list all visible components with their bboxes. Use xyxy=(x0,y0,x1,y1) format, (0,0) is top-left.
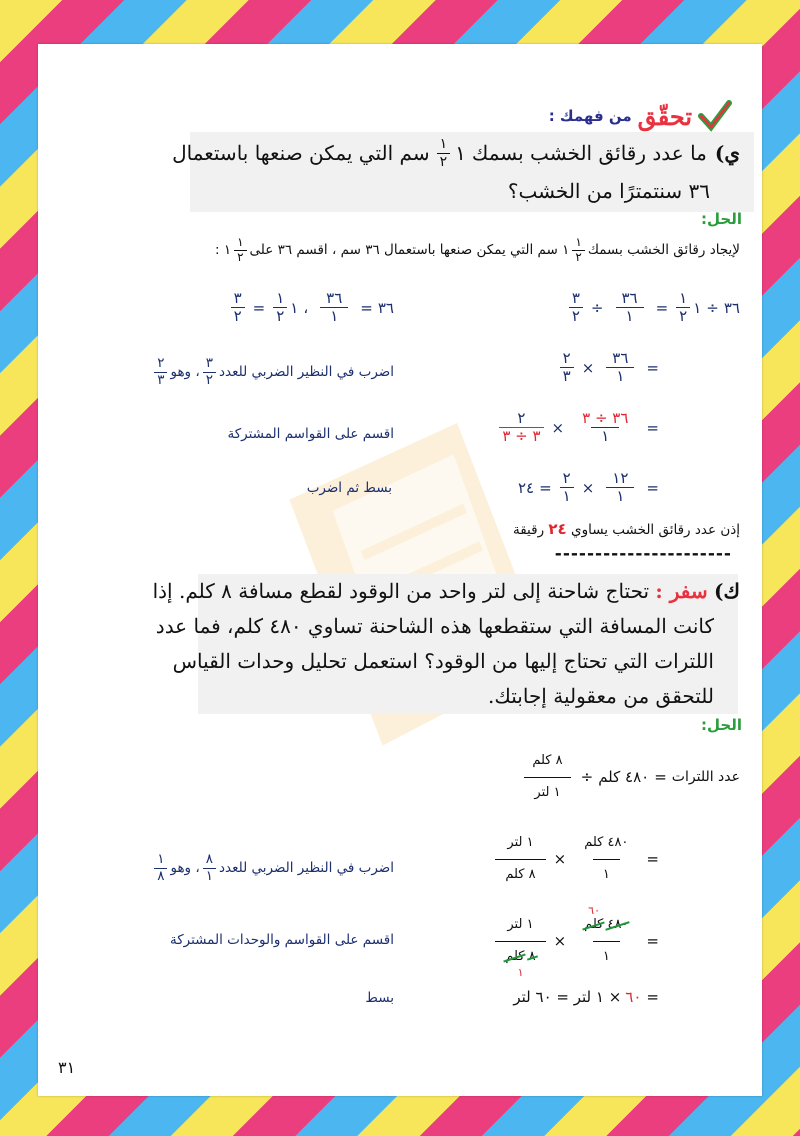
note-text: ، وهو xyxy=(170,364,200,381)
check-header xyxy=(549,100,732,132)
question-letter: ي) xyxy=(714,141,740,165)
fraction-numerator: ٣ xyxy=(571,289,580,307)
sol1-row4-note: بسط ثم اضرب xyxy=(306,480,392,496)
conclusion-value: ٢٤ xyxy=(548,520,567,538)
cancel-result: ٦٠ xyxy=(588,904,600,917)
header-subtitle: من فهمك : xyxy=(548,107,632,125)
cancelled-term: ٨ xyxy=(528,948,536,964)
fraction-denominator: ٣ ÷ ٣ xyxy=(499,427,543,445)
fraction-numerator: ١٢ xyxy=(612,469,629,487)
fraction xyxy=(316,290,352,326)
fraction-denominator: ٢ xyxy=(437,153,451,170)
cancelled-term: ٤٨٠ xyxy=(607,917,629,932)
mixed-fraction xyxy=(437,136,451,169)
sol1-row2-note xyxy=(151,356,394,388)
sol1-conclusion xyxy=(513,520,740,538)
sol1-row3: = $\frac{٣٦ \div ٣}{١}$ × $\frac{٢}{٣ \div ٣}$ xyxy=(496,410,664,446)
sol2-row1: عدد اللترات = ٤٨٠ كلم ÷ $\frac{\text{٨ كلم}}{\text{١ لتر}}$ xyxy=(519,754,740,801)
cancel-result: ١ xyxy=(517,965,524,979)
sol2-row3-note: اقسم على القواسم والوحدات المشتركة xyxy=(169,932,394,948)
note-text: اضرب في النظير الضربي للعدد xyxy=(219,364,394,381)
fraction-numerator: ١ xyxy=(237,235,244,249)
fraction-denominator: ١ xyxy=(606,367,634,385)
fraction-denominator: ٢ xyxy=(273,307,287,325)
fraction xyxy=(203,356,216,388)
math-term: ٤٨٠ كلم xyxy=(598,768,650,787)
fraction-denominator: ٢ xyxy=(572,250,584,265)
fraction-numerator: ١ لتر xyxy=(507,917,534,932)
question-ya-line2: ٣٦ سنتمترًا من الخشب؟ xyxy=(507,179,710,203)
math-term: ١ xyxy=(693,298,702,317)
intro-text: ١ : xyxy=(214,242,232,259)
fraction xyxy=(234,236,246,265)
fraction-numerator: ٣٦ xyxy=(621,289,638,307)
intro-text: لإيجاد رقائق الخشب بسمك xyxy=(587,242,740,259)
sol2-row2: = $\frac{\text{٤٨٠ كلم}}{١}$ × $\frac{\text{١ لتر}}{\text{٨ كلم}}$ xyxy=(492,836,664,883)
fraction-denominator: ١ xyxy=(593,941,620,965)
fraction xyxy=(273,290,287,326)
math-term: × ١ لتر = ٦٠ لتر xyxy=(513,988,622,1006)
fraction-numerator: ٨ كلم xyxy=(532,753,563,768)
row-label: عدد اللترات xyxy=(671,769,740,786)
fraction xyxy=(495,917,545,979)
fraction-numerator xyxy=(574,918,638,941)
fraction-denominator: ١ لتر xyxy=(524,777,570,801)
question-keyword: سفر : xyxy=(655,579,708,603)
cancelled-unit: كلم xyxy=(584,917,604,932)
sol1-row2: = $\frac{٣٦}{١}$ × $\frac{٢}{٣}$ xyxy=(557,350,664,386)
fraction-denominator: ٢ xyxy=(231,307,245,325)
note-text: اضرب في النظير الضربي للعدد xyxy=(219,860,394,877)
fraction-denominator: ١ xyxy=(203,868,216,885)
separator: ، xyxy=(303,298,309,317)
fraction xyxy=(522,754,572,801)
fraction-numerator: ٣٦ xyxy=(326,289,343,307)
question-kaf-line2: كانت المسافة التي ستقطعها هذه الشاحنة تساوي ٤٨٠ كلم، فما عدد xyxy=(155,614,714,638)
fraction-denominator: ١ xyxy=(606,487,634,505)
fraction-denominator: ٨ كلم xyxy=(495,859,545,883)
math-term: ٣٦ xyxy=(377,298,394,317)
fraction xyxy=(499,410,543,446)
fraction xyxy=(676,290,690,326)
result-value: ٦٠ xyxy=(625,988,642,1006)
fraction-numerator: ٢ xyxy=(562,349,571,367)
fraction xyxy=(574,836,638,883)
fraction-numerator: ١ xyxy=(679,289,688,307)
fraction-denominator: ١ xyxy=(616,307,644,325)
fraction-denominator: ٢ xyxy=(234,250,246,265)
fraction xyxy=(560,350,574,386)
result-value: ٢٤ xyxy=(517,478,535,497)
conclusion-text: رقيقة xyxy=(512,522,545,538)
solution-label-2: الحل: xyxy=(701,716,742,734)
fraction-numerator: ١ xyxy=(157,851,165,867)
section-divider: ---------------------- xyxy=(554,544,732,564)
fraction-numerator: ٣٦ xyxy=(612,349,629,367)
fraction-denominator: ٨ xyxy=(154,868,167,885)
fraction-numerator: ٢ xyxy=(562,469,571,487)
sol2-row2-note xyxy=(151,852,394,884)
sol1-row3-note: اقسم على القواسم المشتركة xyxy=(227,426,394,442)
fraction-numerator: ١ xyxy=(439,136,448,153)
sol1-row4: = $\frac{١٢}{١}$ × $\frac{٢}{١}$ = ٢٤ xyxy=(517,469,659,506)
sol2-row3: = ٦٠ ٤٨٠ كلم ١ × ١ لتر ٨ كلم ١ xyxy=(492,918,664,965)
page-sheet xyxy=(38,44,762,1096)
fraction xyxy=(572,410,638,446)
question-kaf-line1 xyxy=(153,574,740,608)
solution-intro xyxy=(215,236,740,265)
sol1-row1-right: ٣٦ ÷ ١ $\frac{١}{٢}$ = $\frac{٣٦}{١}$ ÷ $\frac{٣}{٢}$ xyxy=(566,290,740,326)
mixed-whole: ١ xyxy=(455,141,466,165)
checkmark-icon xyxy=(698,100,732,132)
fraction xyxy=(602,350,638,386)
fraction xyxy=(574,904,638,965)
question-text: سم التي يمكن صنعها باستعمال xyxy=(172,141,430,165)
fraction xyxy=(569,290,583,326)
question-ya-line1 xyxy=(172,136,740,170)
question-text: تحتاج شاحنة إلى لتر واحد من الوقود لقطع مسافة ٨ كلم. إذا xyxy=(152,579,650,603)
fraction xyxy=(572,236,584,265)
fraction xyxy=(560,470,574,506)
note-text: ، وهو xyxy=(170,860,200,877)
fraction xyxy=(231,290,245,326)
math-term: ١ xyxy=(290,298,299,317)
fraction-denominator: ٣ xyxy=(154,372,167,389)
cancelled-unit: كلم xyxy=(505,948,525,964)
solution-label: الحل: xyxy=(701,210,742,228)
fraction-numerator: ٣ xyxy=(233,289,242,307)
fraction-denominator: ٢ xyxy=(676,307,690,325)
fraction-denominator: ٢ xyxy=(569,307,583,325)
question-letter: ك) xyxy=(714,579,740,603)
intro-text: ١ سم التي يمكن صنعها باستعمال ٣٦ سم ، اقسم ٣٦ على xyxy=(249,242,570,259)
header-title: تحقّق xyxy=(637,101,692,131)
fraction-numerator: ١ لتر xyxy=(507,835,534,850)
conclusion-text: إذن عدد رقائق الخشب يساوي xyxy=(571,522,740,538)
sol2-row4: = ٦٠ × ١ لتر = ٦٠ لتر xyxy=(513,988,659,1006)
fraction-numerator: ٣٦ ÷ ٣ xyxy=(582,409,629,427)
fraction-denominator: ٢ xyxy=(203,372,216,389)
fraction-denominator: ١ xyxy=(591,427,619,445)
question-text: ما عدد رقائق الخشب بسمك xyxy=(471,141,707,165)
fraction-numerator: ٤٨٠ كلم xyxy=(584,835,629,850)
fraction-numerator: ٨ xyxy=(205,851,213,867)
fraction xyxy=(602,470,638,506)
fraction-numerator: ٢ xyxy=(517,409,526,427)
fraction-numerator: ١ xyxy=(276,289,285,307)
fraction-denominator xyxy=(495,941,545,965)
fraction-denominator: ١ xyxy=(320,307,348,325)
math-term: ٣٦ xyxy=(723,298,740,317)
sol2-row4-note: بسط xyxy=(365,990,394,1006)
fraction-denominator: ٣ xyxy=(560,367,574,385)
question-kaf-line4: للتحقق من معقولية إجابتك. xyxy=(488,684,714,708)
fraction xyxy=(495,836,545,883)
fraction xyxy=(154,852,167,884)
fraction-denominator: ١ xyxy=(560,487,574,505)
page-number: ٣١ xyxy=(58,1058,76,1077)
sol1-row1-left: ٣٦ = $\frac{٣٦}{١}$ ، ١ $\frac{١}{٢}$ = $\frac{٣}{٢}$ xyxy=(228,290,394,326)
fraction xyxy=(203,852,216,884)
question-kaf-line3: اللترات التي تحتاج إليها من الوقود؟ استعمل تحليل وحدات القياس xyxy=(172,649,714,673)
fraction-denominator: ١ xyxy=(593,859,620,883)
fraction-numerator: ١ xyxy=(575,235,582,249)
fraction-numerator: ٣ xyxy=(205,355,213,371)
fraction xyxy=(611,290,647,326)
fraction xyxy=(154,356,167,388)
fraction-numerator: ٢ xyxy=(157,355,165,371)
